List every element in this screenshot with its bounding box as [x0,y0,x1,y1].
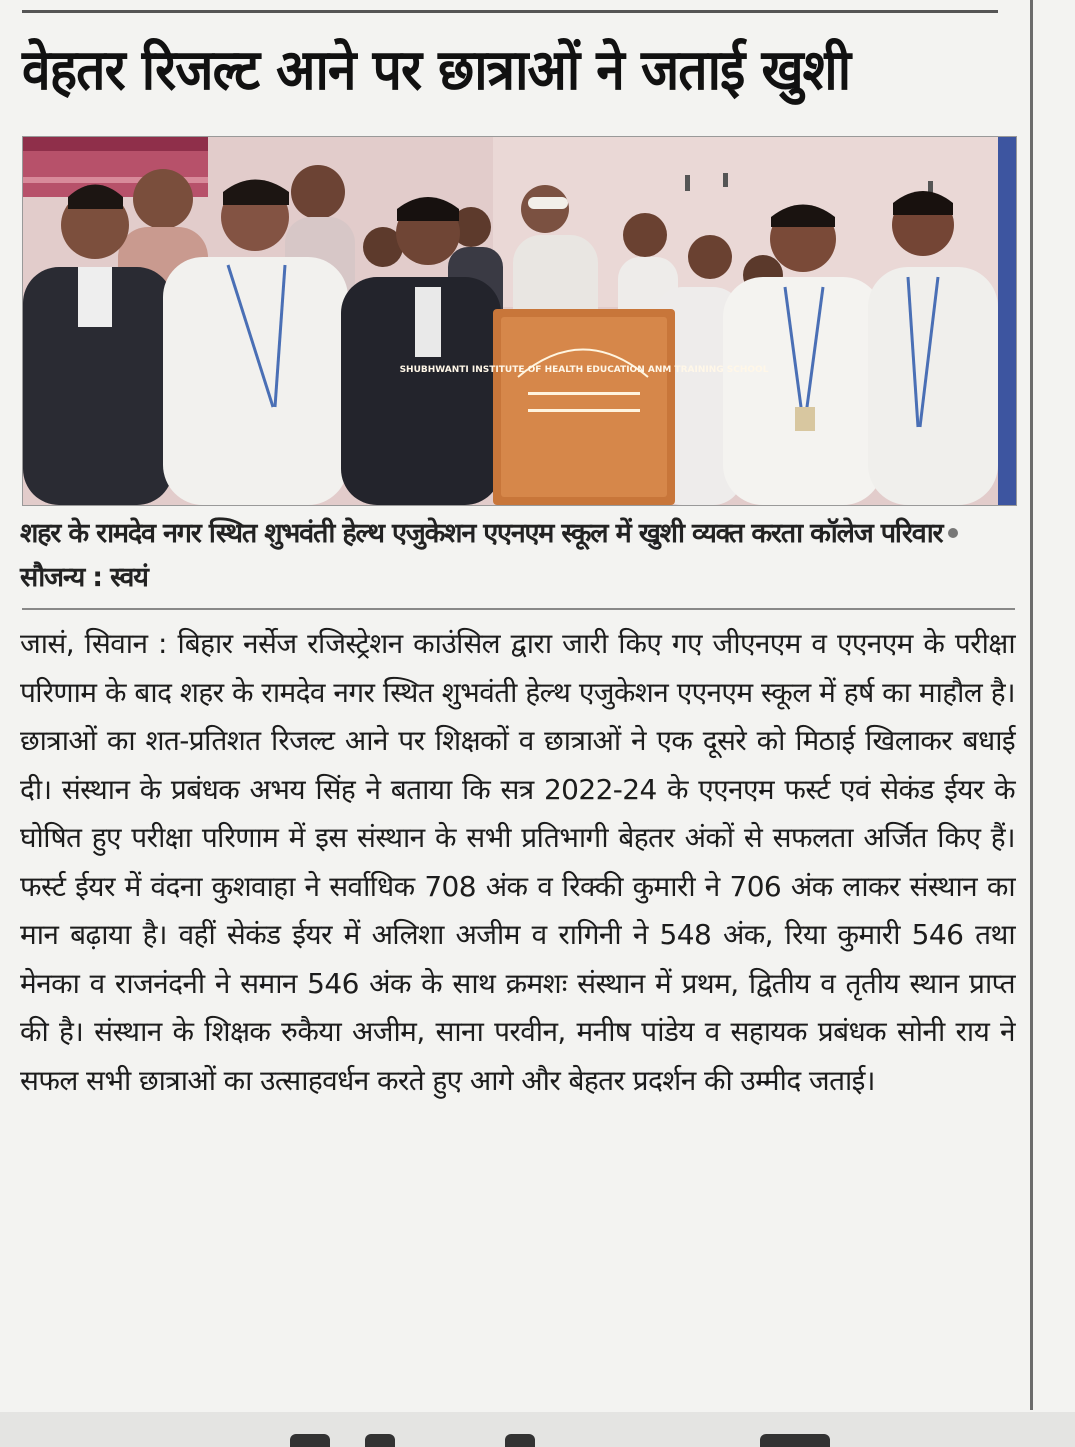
next-article-fragment [0,1412,1075,1447]
top-rule [22,10,998,13]
caption-credit: सौजन्य : स्वयं [20,562,148,593]
caption-bullet-icon [948,528,958,538]
column-border [1030,0,1033,1410]
fragment-glyph [760,1434,830,1447]
article-body: जासं, सिवान : बिहार नर्सेज रजिस्ट्रेशन काउंसिल द्वारा जारी किए गए जीएनएम व एएनएम के परीक्षा परिणाम के बाद शहर के रामदेव नगर स्थित शुभवंती हेल्थ एजुकेशन एएनएम स्कूल में हर्ष का माहौल है। छात्राओं का शत-प्रतिशत रिजल्ट आने पर शिक्षकों व छात्राओं ने एक दूसरे को मिठाई खिलाकर बधाई दी। संस्थान के प्रबंधक अभय सिंह ने बताया कि सत्र 2022-24 के एएनएम फर्स्ट एवं सेकंड ईयर के घोषित हुए परीक्षा परिणाम में इस संस्थान के सभी प्रतिभागी बेहतर अंकों से सफलता अर्जित किए हैं। फर्स्ट ईयर में वंदना कुशवाहा ने सर्वाधिक 708 अंक व रिक्की कुमारी ने 706 अंक लाकर संस्थान का मान बढ़ाया है। वहीं सेकंड ईयर में अलिशा अजीम व रागिनी ने 548 अंक, रिया कुमारी 546 तथा मेनका व राजनंदनी ने समान 546 अंक के साथ क्रमशः संस्थान में प्रथम, द्वितीय व तृतीय स्थान प्राप्त की है। संस्थान के शिक्षक रुकैया अजीम, साना परवीन, मनीष पांडेय व सहायक प्रबंधक सोनी राय ने सफल सभी छात्राओं का उत्साहवर्धन करते हुए आगे और बेहतर प्रदर्शन की उम्मीद जताई। [20,627,1015,1097]
caption-text: शहर के रामदेव नगर स्थित शुभवंती हेल्थ एजुकेशन एएनएम स्कूल में खुशी व्यक्त करता कॉलेज परिवार [20,518,943,549]
article-headline: वेहतर रिजल्ट आने पर छात्राओं ने जताई खुशी [22,38,851,103]
board-text: SHUBHWANTI INSTITUTE OF HEALTH EDUCATION ANM TRAINING SCHOOL [399,365,769,375]
fragment-glyph [365,1434,395,1447]
fragment-glyph [290,1434,330,1447]
article-photo [22,136,1017,506]
fragment-glyph [505,1434,535,1447]
caption-divider [22,608,1015,610]
photo-caption [20,512,1015,600]
